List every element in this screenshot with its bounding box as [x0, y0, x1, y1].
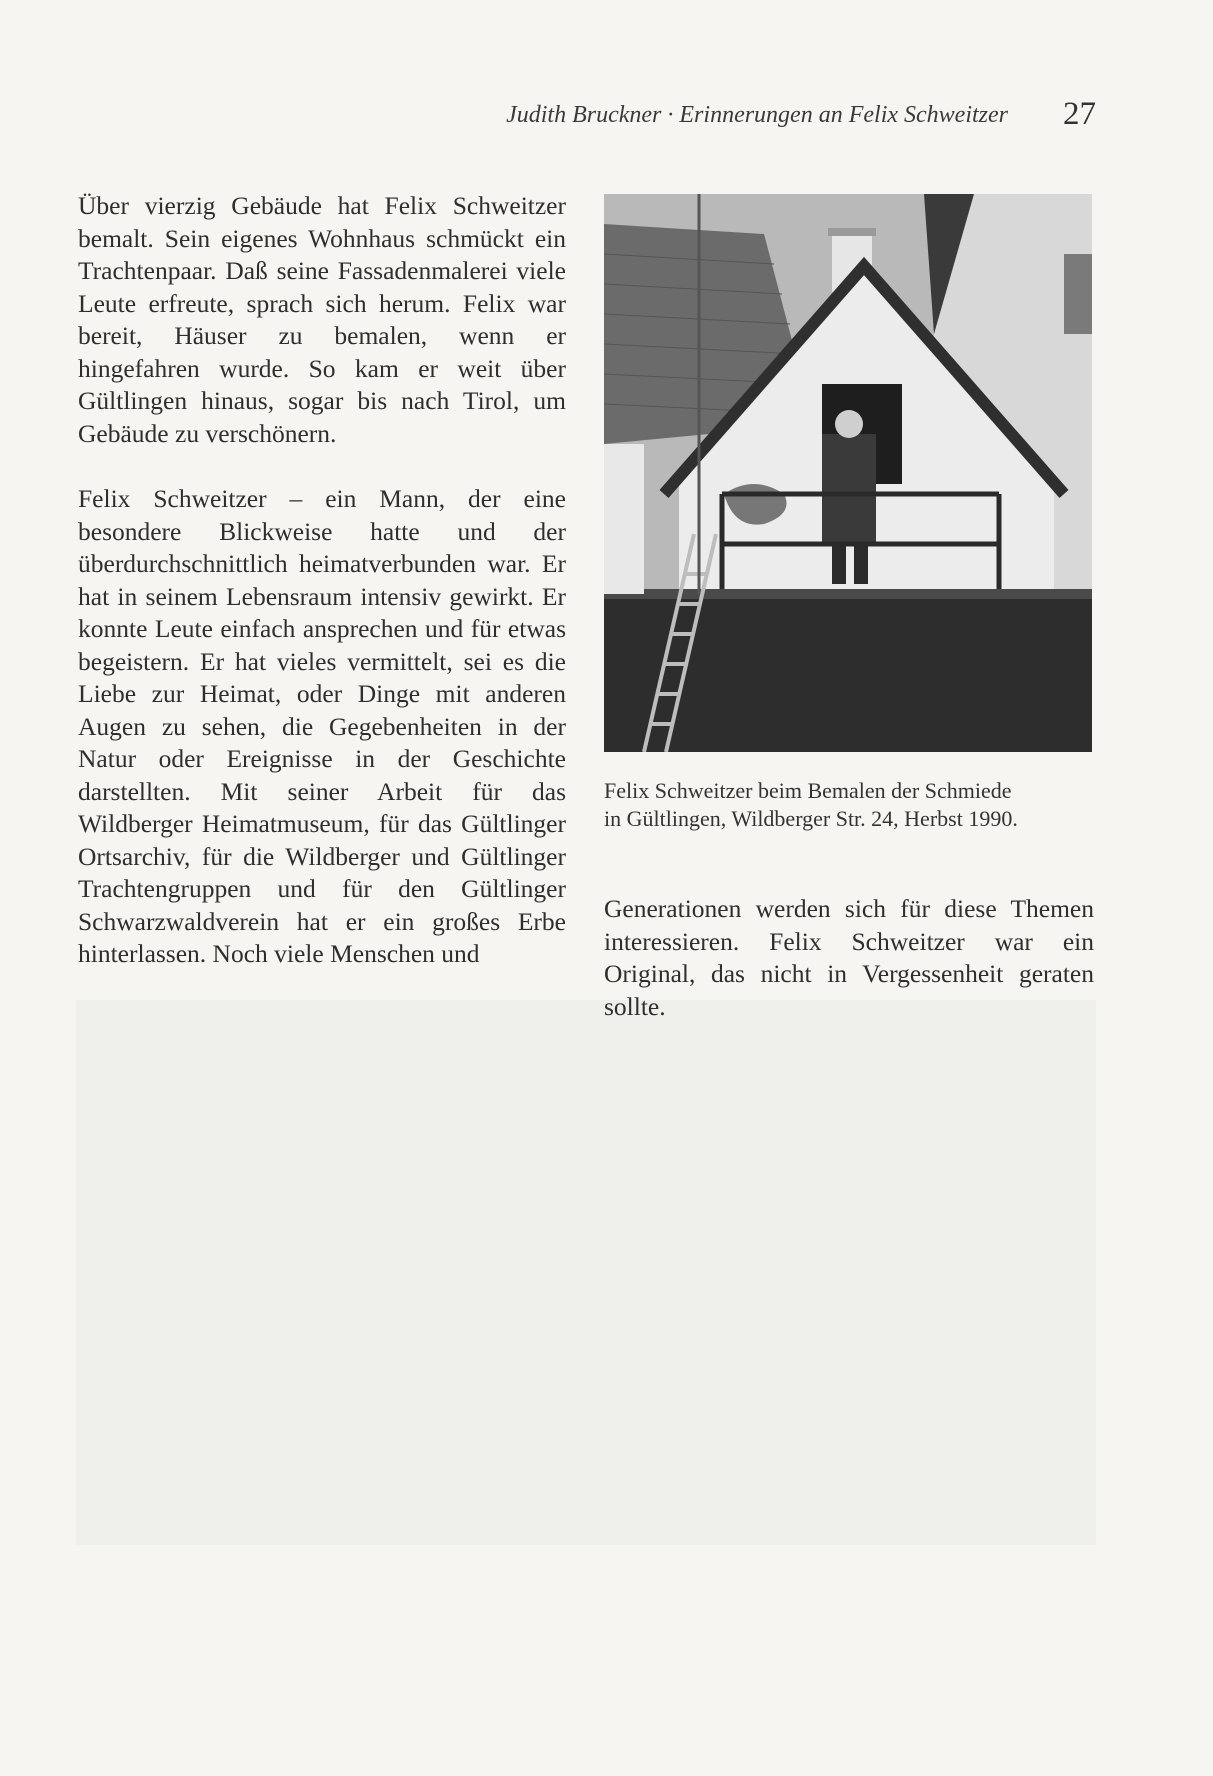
- paragraph-2: Felix Schweitzer – ein Mann, der eine besondere Blickweise hatte und der überdurchschnittlich heimatverbunden war. Er hat in seinem Lebensraum intensiv gewirkt. Er konnte Leute einfach ansprechen und für etwas begeistern. Er hat vieles vermittelt, sei es die Liebe zur Heimat, oder Dinge mit anderen Augen zu sehen, die Gegebenheiten in der Natur oder Ereignisse in der Geschichte darstellten. Mit seiner Arbeit für das Wildberger Heimatmuseum, für das Gültlinger Ortsarchiv, für die Wildberger und Gültlinger Trachtengruppen und für den Gültlinger Schwarzwaldverein hat er ein großes Erbe hinterlassen. Noch viele Menschen und: [78, 484, 566, 968]
- figure-caption: [604, 777, 1098, 833]
- photo-felix-painting-smithy: [604, 194, 1092, 752]
- caption-line-2: in Gültlingen, Wildberger Str. 24, Herbst 1990.: [604, 806, 1018, 831]
- paragraph-3: Generationen werden sich für diese Themen interessieren. Felix Schweitzer war ein Original, das nicht in Vergessenheit geraten sollte.: [604, 894, 1094, 1021]
- caption-line-1: Felix Schweitzer beim Bemalen der Schmiede: [604, 778, 1012, 803]
- paragraph-1: Über vierzig Gebäude hat Felix Schweitzer bemalt. Sein eigenes Wohnhaus schmückt ein Trachtenpaar. Daß seine Fassadenmalerei viele Leute erfreute, sprach sich herum. Felix war bereit, Häuser zu bemalen, wenn er hingefahren wurde. So kam er weit über Gültlingen hinaus, sogar bis nach Tirol, um Gebäude zu verschönern.: [78, 191, 566, 448]
- page-number: 27: [1063, 96, 1096, 132]
- right-column: [604, 893, 1094, 1023]
- background-shade: [76, 1000, 1096, 1545]
- left-column: [78, 190, 566, 971]
- running-header: [0, 96, 1213, 136]
- running-title: Judith Bruckner · Erinnerungen an Felix Schweitzer: [506, 102, 1008, 128]
